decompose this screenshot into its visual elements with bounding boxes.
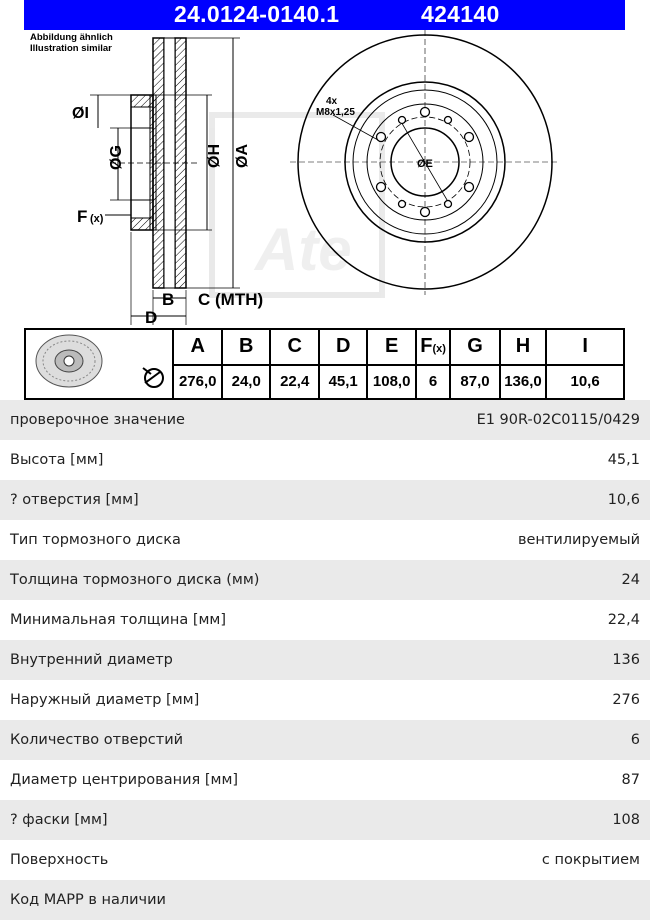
header-d: D: [319, 329, 367, 365]
property-row: [0, 680, 650, 720]
property-value: 22,4: [607, 612, 640, 628]
value-d: 45,1: [319, 365, 367, 400]
property-row: [0, 760, 650, 800]
property-label: Толщина тормозного диска (мм): [10, 572, 260, 588]
property-label: Код MAPP в наличии: [10, 892, 166, 908]
property-label: Поверхность: [10, 852, 109, 868]
property-row: [0, 400, 650, 440]
property-row: [0, 520, 650, 560]
value-e: 108,0: [367, 365, 415, 400]
property-row: [0, 880, 650, 920]
label-g: ØG: [108, 145, 125, 170]
disc-thumbnail: [25, 329, 173, 399]
property-label: Наружный диаметр [мм]: [10, 692, 200, 708]
property-value: 6: [630, 732, 640, 748]
label-bolt-count: 4x: [326, 96, 338, 107]
brake-disc-drawing: [24, 30, 625, 330]
value-g: 87,0: [450, 365, 499, 400]
property-row: [0, 800, 650, 840]
illustration-note: [30, 32, 113, 54]
label-f: F: [77, 207, 88, 226]
property-row: [0, 640, 650, 680]
label-f-sub: (x): [90, 213, 104, 225]
property-label: Тип тормозного диска: [10, 532, 181, 548]
watermark-logo: [212, 115, 382, 295]
property-row: [0, 440, 650, 480]
property-value: 24: [621, 572, 640, 588]
property-row: [0, 840, 650, 880]
product-header: [24, 0, 625, 30]
dimension-table: [24, 328, 625, 400]
value-h: 136,0: [500, 365, 546, 400]
property-label: проверочное значение: [10, 412, 185, 428]
header-a: A: [173, 329, 221, 365]
header-e: E: [367, 329, 415, 365]
property-value: 136: [612, 652, 640, 668]
property-row: [0, 560, 650, 600]
property-label: Количество отверстий: [10, 732, 184, 748]
label-h: ØH: [206, 144, 223, 168]
disc-side-view: [90, 38, 240, 325]
property-label: ? отверстия [мм]: [10, 492, 139, 508]
property-label: Минимальная толщина [мм]: [10, 612, 227, 628]
property-row: [0, 480, 650, 520]
property-value: 87: [621, 772, 640, 788]
label-c-mth: C (MTH): [198, 290, 264, 309]
label-a: ØA: [234, 144, 251, 168]
properties-list: [0, 400, 650, 920]
property-row: [0, 720, 650, 760]
header-f: [416, 329, 450, 365]
note-line-2: Illustration similar: [30, 43, 112, 54]
value-i: 10,6: [546, 365, 624, 400]
label-e: ØE: [417, 158, 433, 170]
property-value: E1 90R-02C0115/0429: [476, 412, 640, 428]
property-label: Внутренний диаметр: [10, 652, 173, 668]
header-h: H: [500, 329, 546, 365]
value-b: 24,0: [222, 365, 270, 400]
property-label: ? фаски [мм]: [10, 812, 108, 828]
label-b: B: [162, 290, 175, 309]
label-i: ØI: [72, 105, 89, 122]
svg-text:Ate: Ate: [255, 216, 352, 283]
label-bolt-thread: M8x1,25: [316, 107, 355, 118]
header-i: I: [546, 329, 624, 365]
property-row: [0, 600, 650, 640]
header-c: C: [270, 329, 318, 365]
property-value: 45,1: [607, 452, 640, 468]
note-line-1: Abbildung ähnlich: [30, 32, 113, 43]
product-code: 424140: [421, 1, 500, 27]
part-number: 24.0124-0140.1: [174, 1, 340, 27]
property-value: вентилируемый: [517, 532, 640, 548]
property-label: Диаметр центрирования [мм]: [10, 772, 239, 788]
value-f: 6: [416, 365, 450, 400]
property-value: 108: [612, 812, 640, 828]
property-label: Высота [мм]: [10, 452, 104, 468]
header-b: B: [222, 329, 270, 365]
property-value: с покрытием: [541, 852, 640, 868]
property-value: 276: [612, 692, 640, 708]
value-c: 22,4: [270, 365, 318, 400]
label-d: D: [145, 308, 158, 327]
header-g: G: [450, 329, 499, 365]
header-f-letter: F: [420, 335, 433, 358]
value-a: 276,0: [173, 365, 221, 400]
property-value: 10,6: [607, 492, 640, 508]
header-f-sub: (x): [432, 343, 446, 356]
